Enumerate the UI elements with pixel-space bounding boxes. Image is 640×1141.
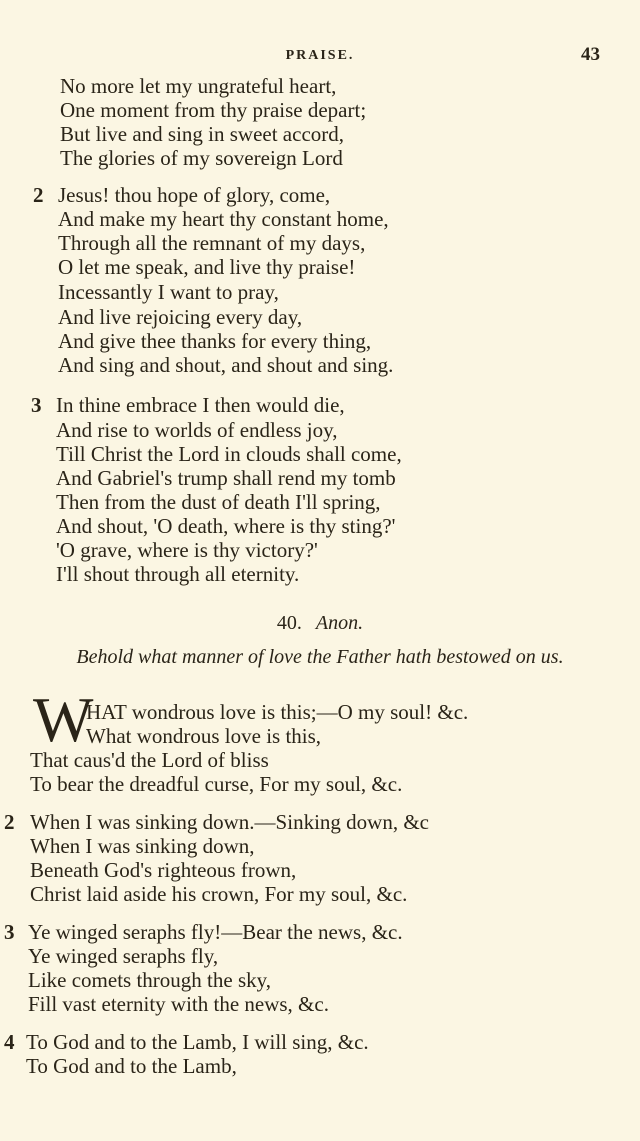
hymn39-s2-line6: And live rejoicing every day, bbox=[58, 305, 303, 329]
hymn40-s4-line2: To God and to the Lamb, bbox=[26, 1054, 237, 1078]
hymn40-s4-line1: To God and to the Lamb, I will sing, &c. bbox=[26, 1030, 369, 1054]
hymn-author: Anon. bbox=[315, 612, 364, 634]
hymn39-s2-line4: O let me speak, and live thy praise! bbox=[58, 255, 356, 279]
stanza-number: 3 bbox=[31, 393, 42, 417]
hymn39-s2-line3: Through all the remnant of my days, bbox=[58, 231, 366, 255]
hymn40-s3-line2: Ye winged seraphs fly, bbox=[28, 944, 219, 968]
hymn40-s3-line1: Ye winged seraphs fly!—Bear the news, &c. bbox=[28, 920, 403, 944]
stanza-number: 3 bbox=[4, 920, 15, 944]
stanza-number: 4 bbox=[4, 1030, 15, 1054]
scripture-epigraph: Behold what manner of love the Father hath bestowed on us. bbox=[76, 646, 564, 668]
hymn39-s3-line8: I'll shout through all eternity. bbox=[56, 562, 300, 586]
hymn40-s2-line4: Christ laid aside his crown, For my soul, &c. bbox=[30, 882, 408, 906]
stanza-number: 2 bbox=[33, 183, 44, 207]
hymn39-s3-line3: Till Christ the Lord in clouds shall come, bbox=[56, 442, 402, 466]
hymn40-s1-line4: To bear the dreadful curse, For my soul, &c. bbox=[30, 772, 403, 796]
hymn39-s2-line8: And sing and shout, and shout and sing. bbox=[58, 353, 394, 377]
hymn39-s1-line4: The glories of my sovereign Lord bbox=[60, 146, 343, 170]
hymn39-s3-line2: And rise to worlds of endless joy, bbox=[56, 418, 338, 442]
hymn40-s3-line4: Fill vast eternity with the news, &c. bbox=[28, 992, 329, 1016]
hymn-title bbox=[0, 612, 640, 635]
drop-cap: W bbox=[33, 684, 94, 755]
stanza-number: 2 bbox=[4, 810, 15, 834]
hymn40-s1-line2: What wondrous love is this, bbox=[86, 724, 322, 748]
hymn39-s2-line2: And make my heart thy constant home, bbox=[58, 207, 389, 231]
hymn39-s3-line6: And shout, 'O death, where is thy sting?' bbox=[56, 514, 396, 538]
hymn39-s2-line5: Incessantly I want to pray, bbox=[58, 280, 279, 304]
hymn40-s2-line2: When I was sinking down, bbox=[30, 834, 255, 858]
running-head: PRAISE. bbox=[285, 48, 355, 63]
page-header bbox=[0, 44, 640, 74]
hymn39-s3-line4: And Gabriel's trump shall rend my tomb bbox=[56, 466, 396, 490]
hymn39-s2-line1: Jesus! thou hope of glory, come, bbox=[58, 183, 331, 207]
hymn40-s2-line1: When I was sinking down.—Sinking down, &c bbox=[30, 810, 429, 834]
page-number: 43 bbox=[581, 44, 600, 65]
hymn39-s3-line1: In thine embrace I then would die, bbox=[56, 393, 345, 417]
hymn39-s1-line3: But live and sing in sweet accord, bbox=[60, 122, 345, 146]
hymn39-s1-line1: No more let my ungrateful heart, bbox=[60, 74, 337, 98]
hymn39-s3-line7: 'O grave, where is thy victory?' bbox=[56, 538, 318, 562]
hymn40-s3-line3: Like comets through the sky, bbox=[28, 968, 272, 992]
hymn39-s3-line5: Then from the dust of death I'll spring, bbox=[56, 490, 381, 514]
hymn-number: 40. bbox=[276, 612, 302, 634]
hymn39-s2-line7: And give thee thanks for every thing, bbox=[58, 329, 372, 353]
hymn40-s1-line3: That caus'd the Lord of bliss bbox=[30, 748, 269, 772]
hymn40-s1-line1: HAT wondrous love is this;—O my soul! &c. bbox=[86, 700, 469, 724]
hymn40-s2-line3: Beneath God's righteous frown, bbox=[30, 858, 297, 882]
hymn39-s1-line2: One moment from thy praise depart; bbox=[60, 98, 367, 122]
